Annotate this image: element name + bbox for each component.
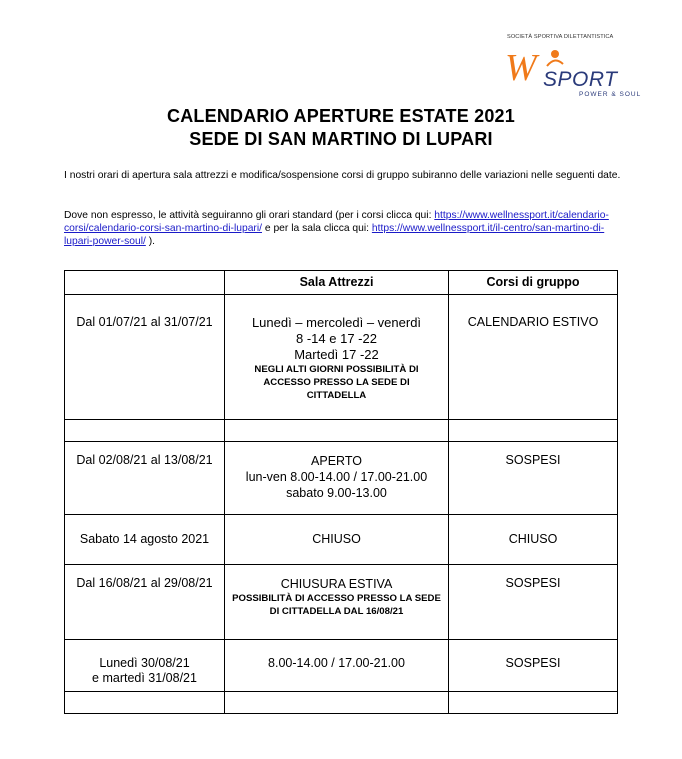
corsi-link[interactable]: https://www.wellnessport.it/calendario-corsi/calendario-corsi-san-martino-di-lupari/ [64,210,609,234]
sala-cell: Lunedì – mercoledì – venerdì 8 -14 e 17 -22 Martedì 17 -22 NEGLI ALTI GIORNI POSSIBILITÀ DI ACCESSO PRESSO LA SEDE DI CITTADELLA [225,295,449,420]
corsi-cell: SOSPESI [449,640,618,692]
period-cell: Lunedì 30/08/21 e martedì 31/08/21 [65,640,225,692]
note-text-1: Dove non espresso, le attività seguiranno gli orari standard (per i corsi clicca qui: [64,210,435,221]
table-row [65,442,618,515]
logo-tagline: SOCIETÀ SPORTIVA DILETTANTISTICA [507,34,614,40]
corsi-cell: SOSPESI [449,442,618,515]
sala-cell: CHIUSURA ESTIVA POSSIBILITÀ DI ACCESSO PRESSO LA SEDE DI CITTADELLA DAL 16/08/21 [225,565,449,640]
page-subtitle: SEDE DI SAN MARTINO DI LUPARI [189,129,493,149]
corsi-cell: SOSPESI [449,565,618,640]
header-period [65,271,225,295]
sala-link[interactable]: https://www.wellnessport.it/il-centro/san-martino-di-lupari-power-soul/ [64,223,605,247]
table-row [65,565,618,640]
logo-subtitle: POWER & SOUL [579,91,642,98]
note-text-2: e per la sala clicca qui: [262,223,372,234]
sala-cell: CHIUSO [225,515,449,565]
table-spacer-row [65,692,618,714]
corsi-cell: CALENDARIO ESTIVO [449,295,618,420]
table-header-row [65,271,618,295]
corsi-cell: CHIUSO [449,515,618,565]
table-row [65,515,618,565]
intro-paragraph: I nostri orari di apertura sala attrezzi e modifica/sospensione corsi di gruppo subiranno delle variazioni nelle seguenti date. [64,170,621,181]
period-cell: Dal 02/08/21 al 13/08/21 [65,442,225,515]
period-cell: Dal 01/07/21 al 31/07/21 [65,295,225,420]
page-title: CALENDARIO APERTURE ESTATE 2021 [167,106,515,126]
logo-sport: SPORT [543,68,618,91]
logo-swoosh [547,60,563,66]
header-sala-attrezzi: Sala Attrezzi [225,271,449,295]
logo-w: W [505,47,537,89]
header-corsi-di-gruppo: Corsi di gruppo [449,271,618,295]
table-row [65,295,618,420]
period-cell: Sabato 14 agosto 2021 [65,515,225,565]
note-paragraph [64,209,624,248]
note-text-3: ). [145,236,155,247]
table-row [65,640,618,692]
table-spacer-row [65,420,618,442]
logo-dot [551,50,559,58]
wsport-logo [503,34,642,104]
period-cell: Dal 16/08/21 al 29/08/21 [65,565,225,640]
schedule-table [64,270,618,714]
sala-cell: APERTO lun-ven 8.00-14.00 / 17.00-21.00 sabato 9.00-13.00 [225,442,449,515]
sala-cell: 8.00-14.00 / 17.00-21.00 [225,640,449,692]
